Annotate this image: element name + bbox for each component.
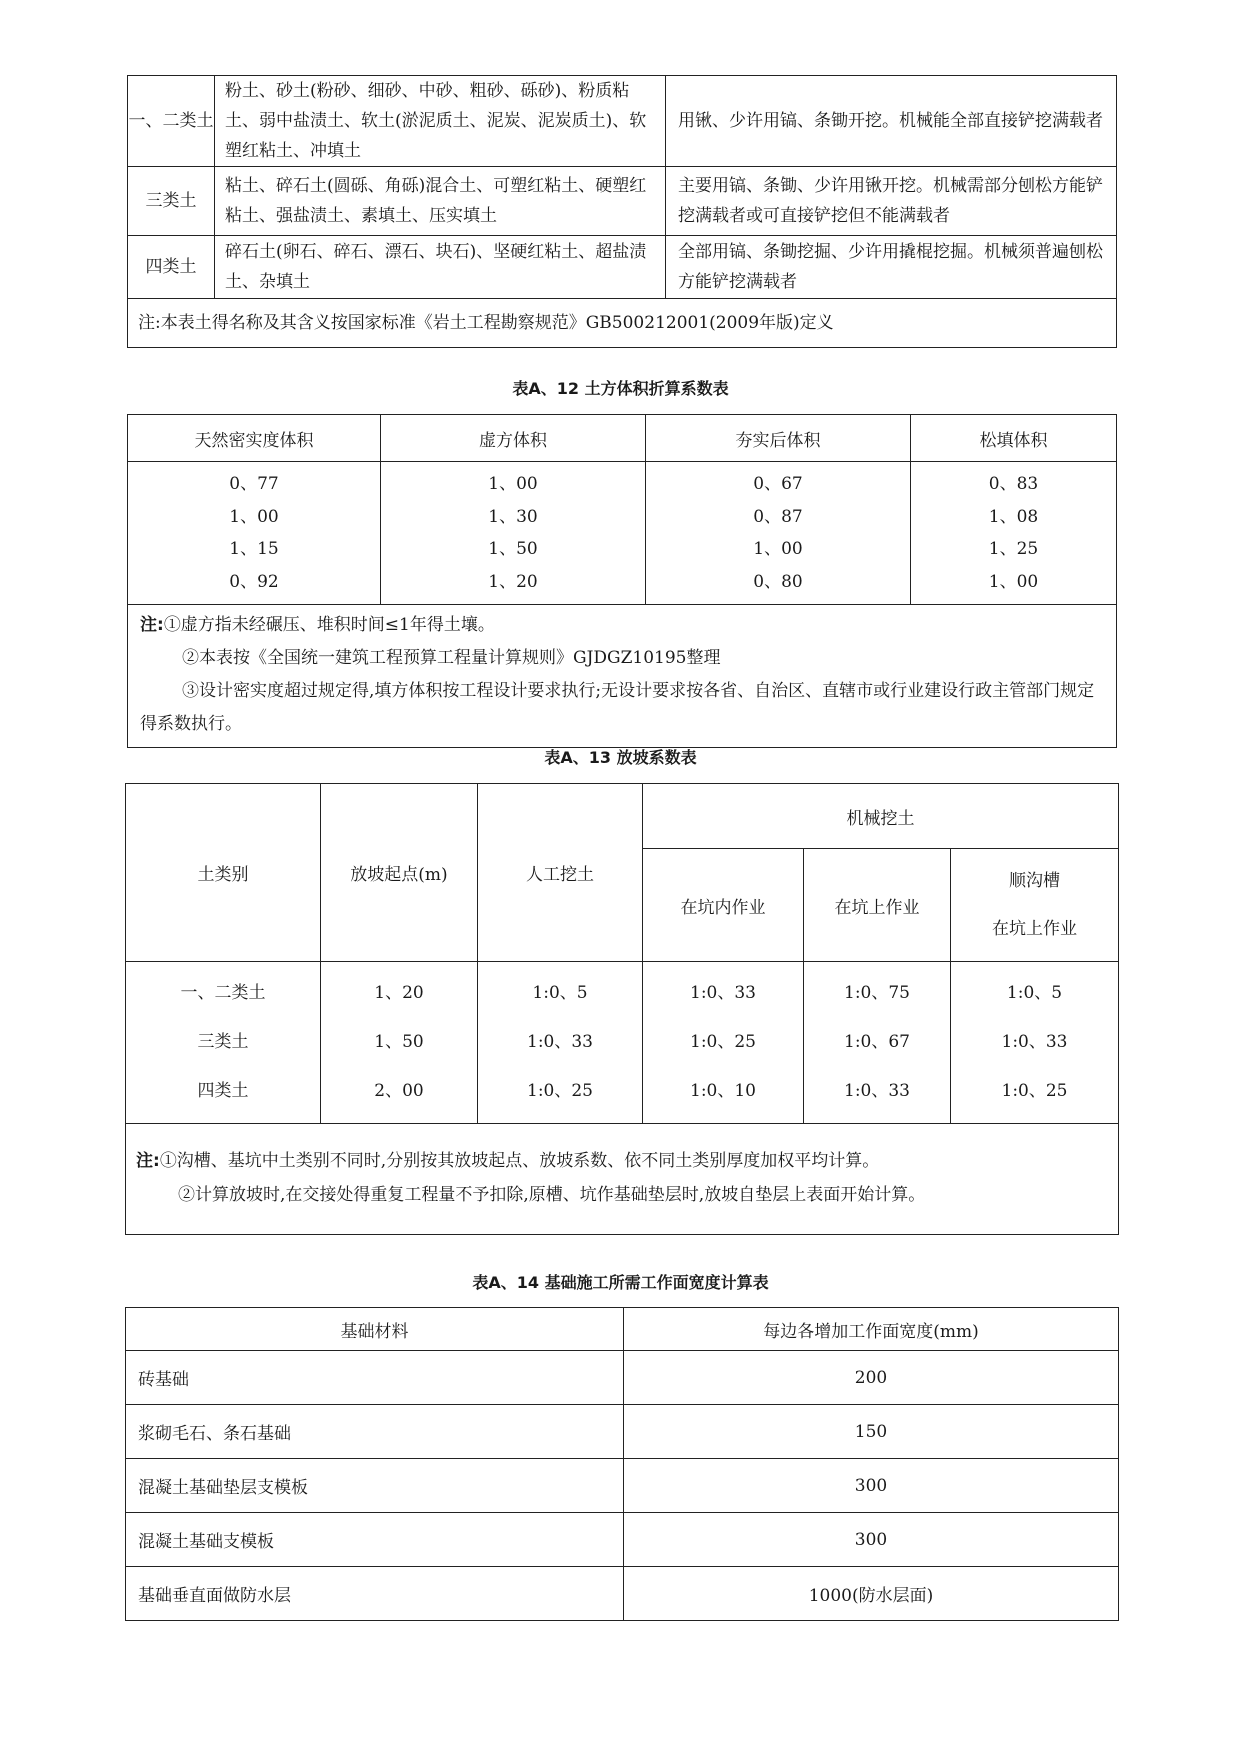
table-row: [126, 962, 1119, 1124]
material-name: 混凝土基础支模板: [126, 1513, 624, 1567]
header-line: 顺沟槽: [1009, 871, 1060, 891]
value-column: [951, 962, 1119, 1124]
note-item: ②计算放坡时,在交接处得重复工程量不予扣除,原槽、坑作基础垫层时,放坡自垫层上表面开始计算。: [178, 1185, 926, 1205]
value-column: [646, 462, 911, 605]
cell-value: 1:0、33: [1001, 1032, 1068, 1052]
material-name: 混凝土基础垫层支模板: [126, 1459, 624, 1513]
table-caption: 表A、12 土方体积折算系数表: [512, 379, 729, 398]
cell-value: 1:0、5: [532, 983, 588, 1003]
column-header: 土类别: [126, 784, 321, 962]
note-item: ①虚方指未经碾压、堆积时间≤1年得土壤。: [163, 615, 495, 635]
cell-value: 四类土: [197, 1081, 249, 1101]
note-label: 注:: [136, 1151, 160, 1171]
cell-value: 1:0、25: [527, 1081, 593, 1101]
table-row: [126, 1513, 1119, 1567]
cell-value: 1、08: [988, 506, 1039, 527]
width-value: 300: [624, 1513, 1119, 1567]
column-header: 每边各增加工作面宽度(mm): [624, 1308, 1119, 1351]
cell-value: 0、80: [753, 571, 803, 592]
table-note: [128, 605, 1117, 748]
material-name: 浆砌毛石、条石基础: [126, 1405, 624, 1459]
table-row: [126, 1351, 1119, 1405]
soil-description: 粘土、碎石土(圆砾、角砾)混合土、可塑红粘土、硬塑红粘土、强盐渍土、素填土、压实填土: [215, 167, 666, 236]
table-note: 注:本表土得名称及其含义按国家标准《岩土工程勘察规范》GB500212001(2009年版)定义: [128, 299, 1117, 348]
soil-category: 三类土: [128, 167, 215, 236]
cell-value: 1:0、10: [690, 1081, 756, 1101]
cell-value: 1、30: [488, 506, 538, 527]
cell-value: 1、20: [488, 571, 538, 592]
cell-value: 0、87: [753, 506, 803, 527]
material-name: 基础垂直面做防水层: [126, 1567, 624, 1621]
table-row: [128, 167, 1117, 236]
value-column: [321, 962, 478, 1124]
value-column: [381, 462, 646, 605]
soil-description: 粉土、砂土(粉砂、细砂、中砂、粗砂、砾砂)、粉质粘土、弱中盐渍土、软土(淤泥质土、泥炭、泥炭质土)、软塑红粘土、冲填土: [215, 76, 666, 167]
cell-value: 1、00: [229, 506, 279, 527]
cell-value: 1、50: [374, 1032, 424, 1052]
column-header: 虚方体积: [381, 415, 646, 462]
column-header: 人工挖土: [478, 784, 643, 962]
table-row: [128, 605, 1117, 748]
cell-value: 2、00: [374, 1081, 424, 1101]
column-header: 基础材料: [126, 1308, 624, 1351]
volume-conversion-table: [127, 414, 1117, 748]
column-header: 在坑上作业: [804, 849, 951, 962]
table-row: [126, 1405, 1119, 1459]
value-column: [478, 962, 643, 1124]
cell-value: 1:0、33: [844, 1081, 910, 1101]
table-row: [126, 1567, 1119, 1621]
value-column: [128, 462, 381, 605]
cell-value: 0、92: [229, 571, 279, 592]
excavation-method: 用锹、少许用镐、条锄开挖。机械能全部直接铲挖满载者: [666, 76, 1117, 167]
header-row: [126, 784, 1119, 849]
table-row: [128, 462, 1117, 605]
note-item: ①沟槽、基坑中土类别不同时,分别按其放坡起点、放坡系数、依不同土类别厚度加权平均计算。: [159, 1151, 880, 1171]
column-header: [951, 849, 1119, 962]
width-value: 300: [624, 1459, 1119, 1513]
value-column: [643, 962, 804, 1124]
cell-value: 0、67: [753, 474, 803, 494]
working-face-table: [125, 1307, 1119, 1621]
table-row: [126, 1459, 1119, 1513]
cell-value: 1:0、75: [844, 983, 910, 1003]
value-column: [804, 962, 951, 1124]
width-value: 1000(防水层面): [624, 1567, 1119, 1621]
material-name: 砖基础: [126, 1351, 624, 1405]
table-row: [128, 76, 1117, 167]
column-header: 天然密实度体积: [128, 415, 381, 462]
note-item: ③设计密实度超过规定得,填方体积按工程设计要求执行;无设计要求按各省、自治区、直辖市或行业建设行政主管部门规定得系数执行。: [140, 681, 1095, 734]
cell-value: 一、二类土: [180, 983, 266, 1003]
cell-value: 1:0、33: [527, 1032, 593, 1052]
cell-value: 1、25: [988, 539, 1039, 559]
column-header: 放坡起点(m): [321, 784, 478, 962]
width-value: 150: [624, 1405, 1119, 1459]
soil-classification-table: [127, 75, 1117, 348]
value-column: [911, 462, 1117, 605]
cell-value: 1:0、25: [1001, 1081, 1068, 1101]
cell-value: 1:0、67: [844, 1032, 910, 1052]
column-header: 松填体积: [911, 415, 1117, 462]
cell-value: 1、15: [229, 539, 279, 559]
table-note: [126, 1124, 1119, 1235]
soil-category: 一、二类土: [128, 76, 215, 167]
cell-value: 1、50: [488, 539, 538, 559]
width-value: 200: [624, 1351, 1119, 1405]
slope-coefficient-table: [125, 783, 1119, 1235]
table-caption: 表A、13 放坡系数表: [544, 748, 697, 767]
excavation-method: 主要用镐、条锄、少许用锹开挖。机械需部分刨松方能铲挖满载者或可直接铲挖但不能满载者: [666, 167, 1117, 236]
soil-category: 四类土: [128, 236, 215, 299]
cell-value: 1:0、33: [690, 983, 756, 1003]
value-column: [126, 962, 321, 1124]
column-header: 夯实后体积: [646, 415, 911, 462]
table-caption: 表A、14 基础施工所需工作面宽度计算表: [472, 1273, 769, 1292]
note-item: ②本表按《全国统一建筑工程预算工程量计算规则》GJDGZ10195整理: [182, 648, 721, 668]
header-line: 在坑上作业: [992, 919, 1077, 939]
table-row: [128, 299, 1117, 348]
cell-value: 1、00: [488, 474, 538, 494]
cell-value: 1、00: [753, 539, 803, 559]
cell-value: 三类土: [197, 1032, 249, 1052]
soil-description: 碎石土(卵石、碎石、漂石、块石)、坚硬红粘土、超盐渍土、杂填土: [215, 236, 666, 299]
excavation-method: 全部用镐、条锄挖掘、少许用撬棍挖掘。机械须普遍刨松方能铲挖满载者: [666, 236, 1117, 299]
cell-value: 0、83: [988, 474, 1039, 494]
cell-value: 0、77: [229, 474, 279, 494]
column-header: 在坑内作业: [643, 849, 804, 962]
table-row: [126, 1124, 1119, 1235]
column-header: 机械挖土: [643, 784, 1119, 849]
header-row: [128, 415, 1117, 462]
cell-value: 1、20: [374, 983, 424, 1003]
header-row: [126, 1308, 1119, 1351]
cell-value: 1:0、5: [1006, 983, 1063, 1003]
table-row: [128, 236, 1117, 299]
cell-value: 1、00: [988, 571, 1039, 592]
cell-value: 1:0、25: [690, 1032, 756, 1052]
note-label: 注:: [140, 615, 164, 635]
